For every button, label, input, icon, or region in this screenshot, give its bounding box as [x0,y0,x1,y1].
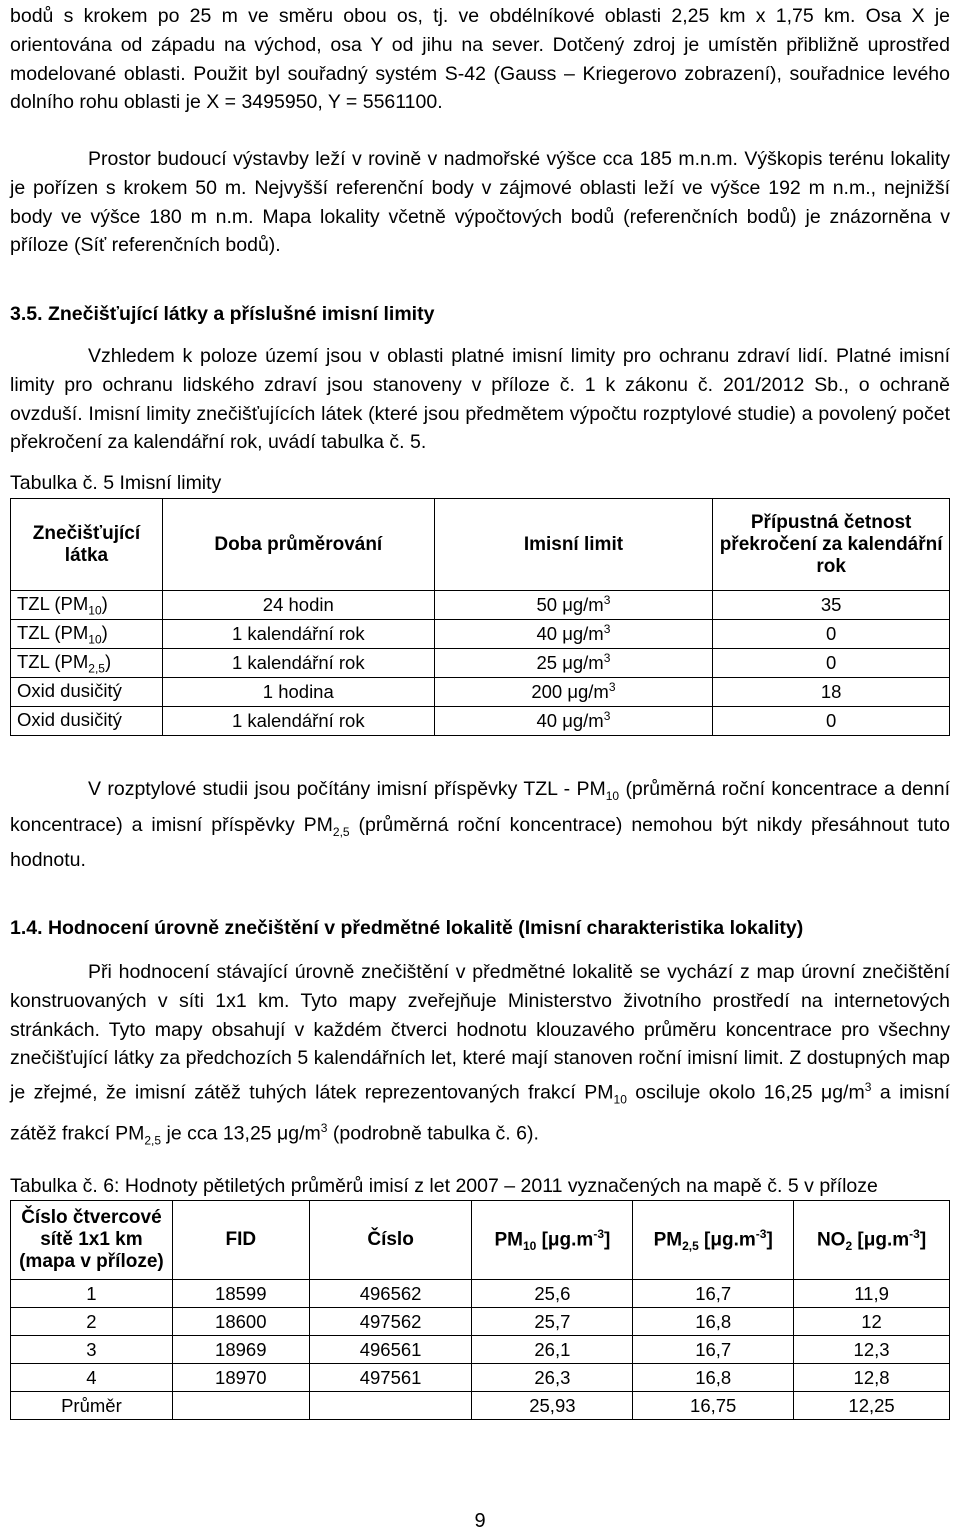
table6-row [11,1308,950,1336]
table5-cell-count: 0 [713,649,950,678]
table5-cell-limit [434,649,713,678]
pollution-level-paragraph [10,958,950,1156]
superscript: 3 [603,593,611,608]
table5-row [11,678,950,707]
table6-cell-pm10: 25,6 [472,1280,633,1308]
table6-cell-number: 3 [11,1336,173,1364]
subscript: 2,5 [144,1133,162,1148]
text-fragment: ] [604,1229,611,1251]
text-fragment: [μg.m [536,1229,594,1251]
table5-cell-pollutant [11,649,163,678]
table5-header-pollutant: Znečišťující látka [11,499,163,591]
text-fragment: PM [653,1229,683,1251]
superscript: 3 [603,709,611,724]
table5-cell-period: 24 hodin [162,591,434,620]
subscript: 2,5 [332,824,350,839]
table6-row [11,1364,950,1392]
text-fragment: (průměrná roční koncentrace a denní koncentrace) a imisní příspěvky PM [10,778,951,836]
table5-caption: Tabulka č. 5 Imisní limity [10,472,222,494]
text-fragment: 40 μg/m [536,710,604,732]
table6-cell-number: 1 [11,1280,173,1308]
table5-cell-limit [434,707,713,736]
table6-average-pm25: 16,75 [633,1392,794,1420]
section-heading-3-5: 3.5. Znečišťující látky a příslušné imisní limity [10,303,435,325]
table5-header-row [11,499,950,591]
text-fragment: ) [101,621,108,643]
table6-average-pm10: 25,93 [472,1392,633,1420]
table6-cell-no2: 12,3 [794,1336,950,1364]
table5-cell-pollutant [11,620,163,649]
superscript: 3 [603,651,611,666]
table6-cell-pm25: 16,7 [633,1336,794,1364]
table5-cell-period: 1 hodina [162,678,434,707]
section-heading-1-4: 1.4. Hodnocení úrovně znečištění v předmětné lokalitě (Imisní charakteristika lokality) [10,917,804,939]
contributions-paragraph [10,775,950,875]
table6-cell-no2: 12,8 [794,1364,950,1392]
text-fragment: Oxid dusičitý [17,708,122,730]
table6-header-row [11,1201,950,1280]
table6-cell-pm10: 26,3 [472,1364,633,1392]
text-fragment: (průměrná roční koncentrace) nemohou být nikdy přesáhnout tuto hodnotu. [10,813,950,872]
table6-cell-fid: 18599 [172,1280,309,1308]
table6-header-cislo: Číslo [309,1201,472,1280]
table6-cell-no2: 12 [794,1308,950,1336]
table6-cell-cislo: 496561 [309,1336,472,1364]
table5-cell-pollutant [11,678,163,707]
table5-cell-count: 35 [713,591,950,620]
table5-cell-count: 0 [713,707,950,736]
table5-row [11,649,950,678]
table6-empty-cell [309,1392,472,1420]
subscript: 2,5 [88,661,105,676]
text-fragment: Při hodnocení stávající úrovně znečištění v předmětné lokalitě se vychází z map úrovní znečištění konstruovaných v síti 1x1 km. Tyto mapy zveřejňuje Ministerstvo životního prostředí na internetových stránkách. Tyto mapy obsahují v každém čtverci hodnotu klouzavého průměru koncentrace pro všechny znečišťující látky za předchozích 5 kalendářních let, které mají stanoven roční imisní limit. Z dostupných map je zřejmé, že imisní zátěž tuhých látek reprezentovaných frakcí PM [10,961,950,1104]
table5-cell-period: 1 kalendářní rok [162,649,434,678]
table6-cell-no2: 11,9 [794,1280,950,1308]
table6-average-row [11,1392,950,1420]
table5-cell-count: 18 [713,678,950,707]
terrain-paragraph: Prostor budoucí výstavby leží v rovině v nadmořské výšce cca 185 m.n.m. Výškopis terénu lokality je pořízen s krokem 50 m. Nejvyšší referenční body v zájmové oblasti leží ve výšce 192 m n.m., nejnižší body ve výšce 180 m n.m. Mapa lokality včetně výpočtových bodů (referenčních bodů) je znázorněna v příloze (Síť referenčních bodů). [10,148,950,257]
table6-cell-cislo: 496562 [309,1280,472,1308]
superscript: 3 [603,622,611,637]
table5-cell-pollutant [11,591,163,620]
table6-cell-fid: 18969 [172,1336,309,1364]
subscript: 2 [845,1239,853,1254]
limits-paragraph: Vzhledem k poloze území jsou v oblasti platné imisní limity pro ochranu zdraví lidí. Platné imisní limity pro ochranu lidského zdraví jsou stanoveny v příloze č. 1 k zákonu č. 201/2012 Sb., o ochraně ovzduší. Imisní limity znečišťujících látek (které jsou předmětem výpočtu rozptylové studie) a povolený počet překročení za kalendářní rok, uvádí tabulka č. 5. [10,345,950,454]
subscript: 10 [613,1092,627,1107]
table6-cell-pm10: 26,1 [472,1336,633,1364]
table6-cell-fid: 18600 [172,1308,309,1336]
superscript: 3 [320,1121,328,1136]
text-fragment: TZL (PM [17,592,89,614]
table6-caption: Tabulka č. 6: Hodnoty pětiletých průměrů imisí z let 2007 – 2011 vyznačených na mapě č. 5 v příloze [10,1175,878,1197]
table6-cell-cislo: 497561 [309,1364,472,1392]
table6-header-pm25 [633,1201,794,1280]
subscript: 10 [522,1239,537,1254]
table5-header-period: Doba průměrování [162,499,434,591]
text-fragment: osciluje okolo 16,25 μg/m [626,1081,865,1104]
table5-row [11,707,950,736]
table6-header-pm10 [472,1201,633,1280]
text-fragment: [μg.m [698,1229,756,1251]
text-fragment: TZL (PM [17,650,89,672]
table6-five-year-averages [10,1200,950,1420]
text-fragment: TZL (PM [17,621,89,643]
table6-row [11,1280,950,1308]
text-fragment: (podrobně tabulka č. 6). [327,1122,539,1145]
table6-cell-pm25: 16,8 [633,1364,794,1392]
table6-cell-number: 2 [11,1308,173,1336]
text-fragment: je cca 13,25 μg/m [161,1122,321,1145]
superscript: 3 [608,680,616,695]
superscript: -3 [755,1226,767,1241]
text-fragment: PM [494,1229,523,1251]
text-fragment: [μg.m [852,1229,910,1251]
intro-paragraph: bodů s krokem po 25 m ve směru obou os, tj. ve obdélníkové oblasti 2,25 km x 1,75 km. Osa X je orientována od západu na východ, osa Y od jihu na sever. Dotčený zdroj je umístěn přibližně uprostřed modelované oblasti. Použit byl souřadný systém S-42 (Gauss – Kriegerovo zobrazení), souřadnice levého dolního rohu oblasti je X = 3495950, Y = 5561100. [10,5,950,114]
table5-row [11,620,950,649]
table6-header-fid: FID [172,1201,309,1280]
table6-cell-pm25: 16,7 [633,1280,794,1308]
table6-header-grid: Číslo čtvercové sítě 1x1 km (mapa v příloze) [11,1201,173,1280]
subscript: 10 [605,788,620,803]
table6-cell-pm25: 16,8 [633,1308,794,1336]
text-fragment: 40 μg/m [536,623,604,645]
superscript: 3 [864,1080,872,1095]
text-fragment: NO [816,1229,846,1251]
table6-average-label: Průměr [11,1392,173,1420]
table5-cell-limit [434,591,713,620]
table5-cell-count: 0 [713,620,950,649]
superscript: -3 [593,1226,604,1241]
table6-row [11,1336,950,1364]
text-fragment: ] [766,1229,773,1251]
table6-cell-fid: 18970 [172,1364,309,1392]
text-fragment: ] [919,1229,927,1251]
table5-imisni-limity [10,498,950,736]
table5-cell-period: 1 kalendářní rok [162,620,434,649]
table6-header-no2 [794,1201,950,1280]
table5-cell-limit [434,678,713,707]
subscript: 10 [88,603,102,618]
table5-header-limit: Imisní limit [434,499,713,591]
table5-cell-period: 1 kalendářní rok [162,707,434,736]
text-fragment: Oxid dusičitý [17,679,122,701]
table5-cell-pollutant [11,707,163,736]
text-fragment: ) [104,650,112,672]
page-number: 9 [474,1510,486,1532]
subscript: 10 [88,632,102,647]
table6-cell-cislo: 497562 [309,1308,472,1336]
table5-cell-limit [434,620,713,649]
text-fragment: a imisní zátěž frakcí PM [10,1081,950,1145]
table5-row [11,591,950,620]
superscript: -3 [909,1226,920,1241]
table5-header-exceedance: Přípustná četnost překročení za kalendářní rok [713,499,950,591]
text-fragment: ) [101,592,108,614]
text-fragment: 50 μg/m [536,594,604,616]
text-fragment: 200 μg/m [531,681,609,703]
text-fragment: V rozptylové studii jsou počítány imisní příspěvky TZL - PM [88,778,606,800]
text-fragment: 25 μg/m [536,652,604,674]
table6-average-no2: 12,25 [794,1392,950,1420]
table6-cell-number: 4 [11,1364,173,1392]
table6-empty-cell [172,1392,309,1420]
table6-cell-pm10: 25,7 [472,1308,633,1336]
subscript: 2,5 [682,1239,699,1254]
